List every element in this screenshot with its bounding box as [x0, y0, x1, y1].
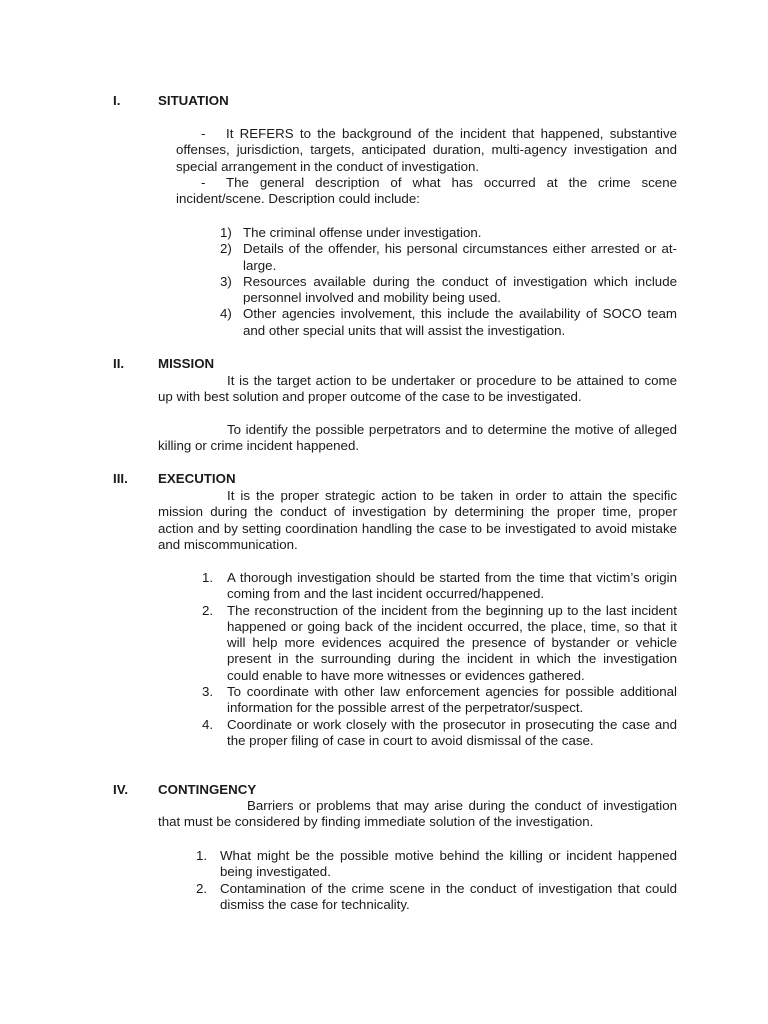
- list-item: [202, 717, 677, 750]
- bullet-dash: -: [201, 126, 206, 141]
- list-item: [220, 274, 677, 307]
- list-item-text: Coordinate or work closely with the prosecutor in prosecuting the case and the proper filing of case in court to avoid dismissal of the case.: [227, 716, 677, 748]
- list-item: [202, 684, 677, 717]
- section-title: MISSION: [158, 356, 215, 371]
- paragraph-text: It is the target action to be undertaker or procedure to be attained to come up with best solution and proper outcome of the case to be investigated.: [158, 373, 677, 405]
- execution-paragraph: [158, 488, 677, 553]
- list-item-text: What might be the possible motive behind the killing or incident happened being investigated.: [220, 848, 677, 880]
- list-marker: 2): [220, 241, 232, 257]
- list-marker: 3): [220, 273, 232, 289]
- list-marker: 2.: [196, 880, 208, 896]
- list-marker: 2.: [202, 602, 214, 618]
- situation-paragraph-2: [176, 175, 677, 208]
- mission-paragraph-2: [158, 422, 677, 455]
- list-marker: 1): [220, 225, 232, 240]
- list-item: [202, 570, 677, 603]
- contingency-list: [196, 848, 677, 913]
- section-number: IV.: [113, 782, 129, 797]
- section-title: CONTINGENCY: [158, 782, 257, 797]
- list-marker: 4): [220, 306, 232, 322]
- list-item-text: To coordinate with other law enforcement agencies for possible additional information for the possible arrest of the perpetrator/suspect.: [227, 684, 677, 716]
- list-item: [220, 241, 677, 274]
- list-item-text: Details of the offender, his personal circumstances either arrested or at-large.: [243, 241, 677, 273]
- situation-paragraphs: [176, 126, 677, 207]
- section-title: SITUATION: [158, 93, 229, 108]
- list-item: [220, 306, 677, 339]
- list-item-text: Resources available during the conduct of investigation which include personnel involved and mobility being used.: [243, 273, 677, 306]
- situation-paragraph-1: [176, 126, 677, 175]
- list-marker: 1.: [196, 848, 208, 863]
- section-number: I.: [113, 93, 121, 108]
- section-heading-contingency: [113, 782, 413, 799]
- list-marker: 1.: [202, 570, 214, 585]
- paragraph-text: Barriers or problems that may arise during the conduct of investigation that must be considered by finding immediate solution of the investigation.: [158, 798, 677, 830]
- paragraph-text: To identify the possible perpetrators and to determine the motive of alleged killing or crime incident happened.: [158, 422, 677, 454]
- section-heading-mission: [113, 356, 413, 373]
- list-item: [202, 603, 677, 684]
- section-title: EXECUTION: [158, 471, 236, 486]
- execution-list: [202, 570, 677, 749]
- contingency-paragraph: [158, 798, 677, 831]
- section-number: II.: [113, 356, 125, 371]
- list-item: [196, 881, 677, 914]
- list-item-text: The criminal offense under investigation.: [243, 225, 482, 240]
- paragraph-text: The general description of what has occurred at the crime scene incident/scene. Description could include:: [176, 174, 677, 207]
- list-item: [196, 848, 677, 881]
- list-item-text: The reconstruction of the incident from the beginning up to the last incident happened or going back of the incident occurred, the place, time, so that it will help more evidences acquired the presence of bystander or vehicle present in the surrounding during the incident in which the investigation could enable to have more witnesses or evidences gathered.: [227, 602, 677, 683]
- bullet-dash: -: [201, 174, 206, 190]
- paragraph-text: It is the proper strategic action to be taken in order to attain the specific mission during the conduct of investigation by determining the proper time, proper action and by setting coordination handling the case to be investigated to avoid mistake and miscommunication.: [158, 488, 677, 552]
- list-marker: 4.: [202, 716, 214, 732]
- section-heading-situation: [113, 93, 413, 110]
- list-item-text: A thorough investigation should be started from the time that victim’s origin coming from and the last incident occurred/happened.: [227, 570, 677, 602]
- list-item-text: Contamination of the crime scene in the conduct of investigation that could dismiss the case for technicality.: [220, 880, 677, 912]
- section-heading-execution: [113, 471, 413, 488]
- situation-list: [220, 225, 677, 339]
- list-item-text: Other agencies involvement, this include the availability of SOCO team and other special units that will assist the investigation.: [243, 306, 677, 338]
- list-marker: 3.: [202, 684, 214, 700]
- paragraph-text: It REFERS to the background of the incident that happened, substantive offenses, jurisdiction, targets, anticipated duration, multi-agency investigation and special arrangement in the conduct of investigation.: [176, 126, 677, 174]
- list-item: [220, 225, 677, 241]
- mission-paragraph-1: [158, 373, 677, 406]
- section-number: III.: [113, 471, 128, 486]
